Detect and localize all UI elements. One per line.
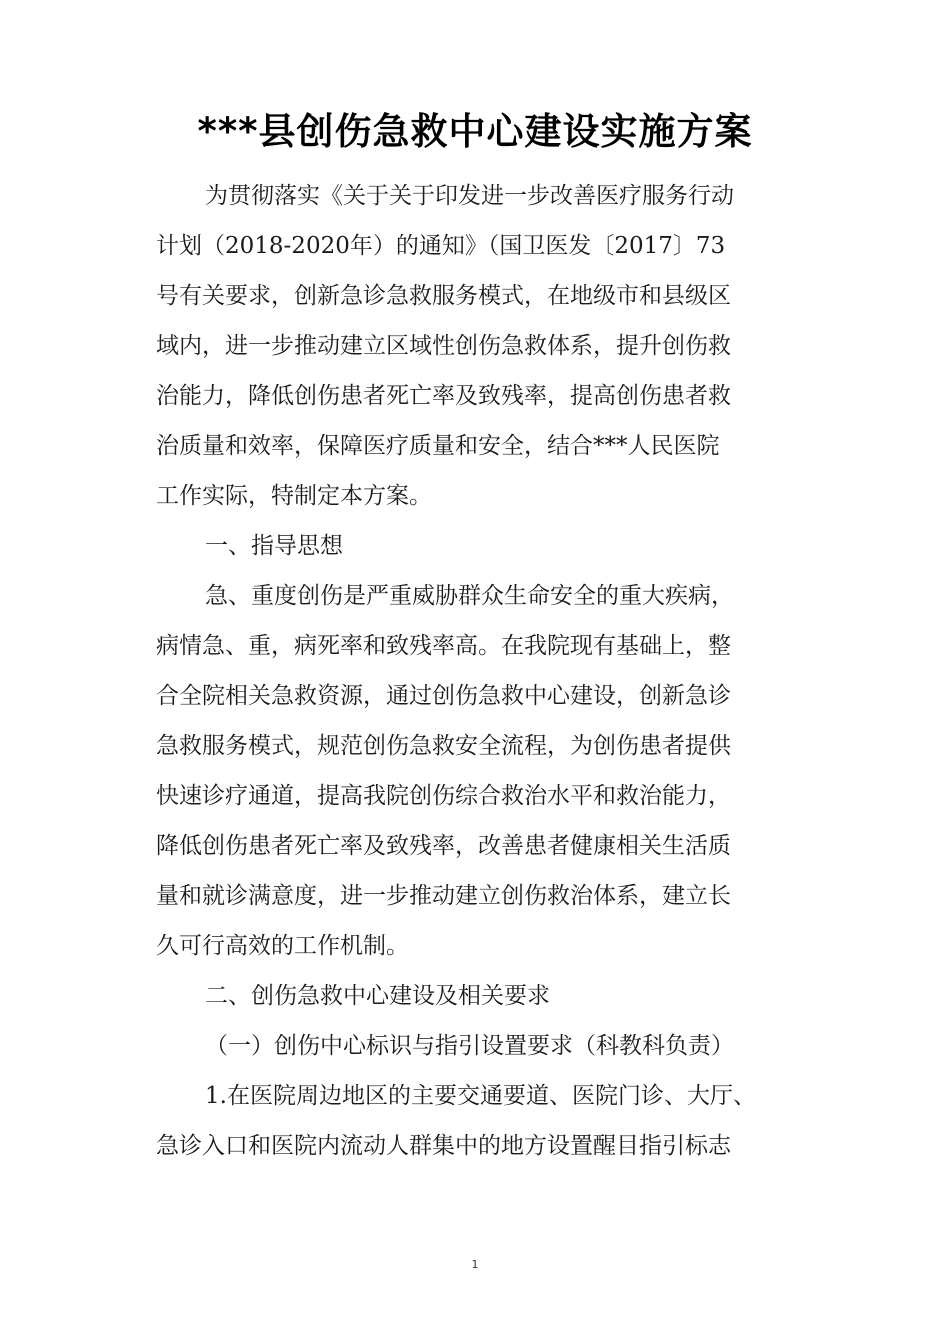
body-line: 工作实际，特制定本方案。 <box>156 483 432 509</box>
body-line: 计划（2018-2020年）的通知》（国卫医发〔2017〕73 <box>156 233 726 259</box>
body-line: 量和就诊满意度，进一步推动建立创伤救治体系，建立长 <box>156 883 731 909</box>
subsection-heading: （一）创伤中心标识与指引设置要求（科教科负责） <box>205 1033 734 1059</box>
body-line: 急诊入口和医院内流动人群集中的地方设置醒目指引标志 <box>156 1133 731 1159</box>
body-line: 治能力，降低创伤患者死亡率及致残率，提高创伤患者救 <box>156 383 731 409</box>
body-line: 降低创伤患者死亡率及致残率，改善患者健康相关生活质 <box>156 833 731 859</box>
section-heading: 二、创伤急救中心建设及相关要求 <box>205 983 550 1009</box>
body-line: 急救服务模式，规范创伤急救安全流程，为创伤患者提供 <box>156 733 731 759</box>
document-title: ***县创伤急救中心建设实施方案 <box>197 110 753 153</box>
body-line: 为贯彻落实《关于关于印发进一步改善医疗服务行动 <box>205 183 734 209</box>
body-line: 病情急、重，病死率和致残率高。在我院现有基础上，整 <box>156 633 731 659</box>
body-line: 1.在医院周边地区的主要交通要道、医院门诊、大厅、 <box>205 1083 756 1109</box>
body-line: 治质量和效率，保障医疗质量和安全，结合***人民医院 <box>156 433 720 459</box>
body-line: 急、重度创伤是严重威胁群众生命安全的重大疾病， <box>205 583 734 609</box>
body-line: 快速诊疗通道，提高我院创伤综合救治水平和救治能力， <box>156 783 731 809</box>
body-line: 久可行高效的工作机制。 <box>156 933 409 959</box>
body-line: 合全院相关急救资源，通过创伤急救中心建设，创新急诊 <box>156 683 731 709</box>
body-line: 域内，进一步推动建立区域性创伤急救体系，提升创伤救 <box>156 333 731 359</box>
page-number: 1 <box>471 1258 479 1271</box>
section-heading: 一、指导思想 <box>205 533 343 559</box>
body-line: 号有关要求，创新急诊急救服务模式，在地级市和县级区 <box>156 283 731 309</box>
